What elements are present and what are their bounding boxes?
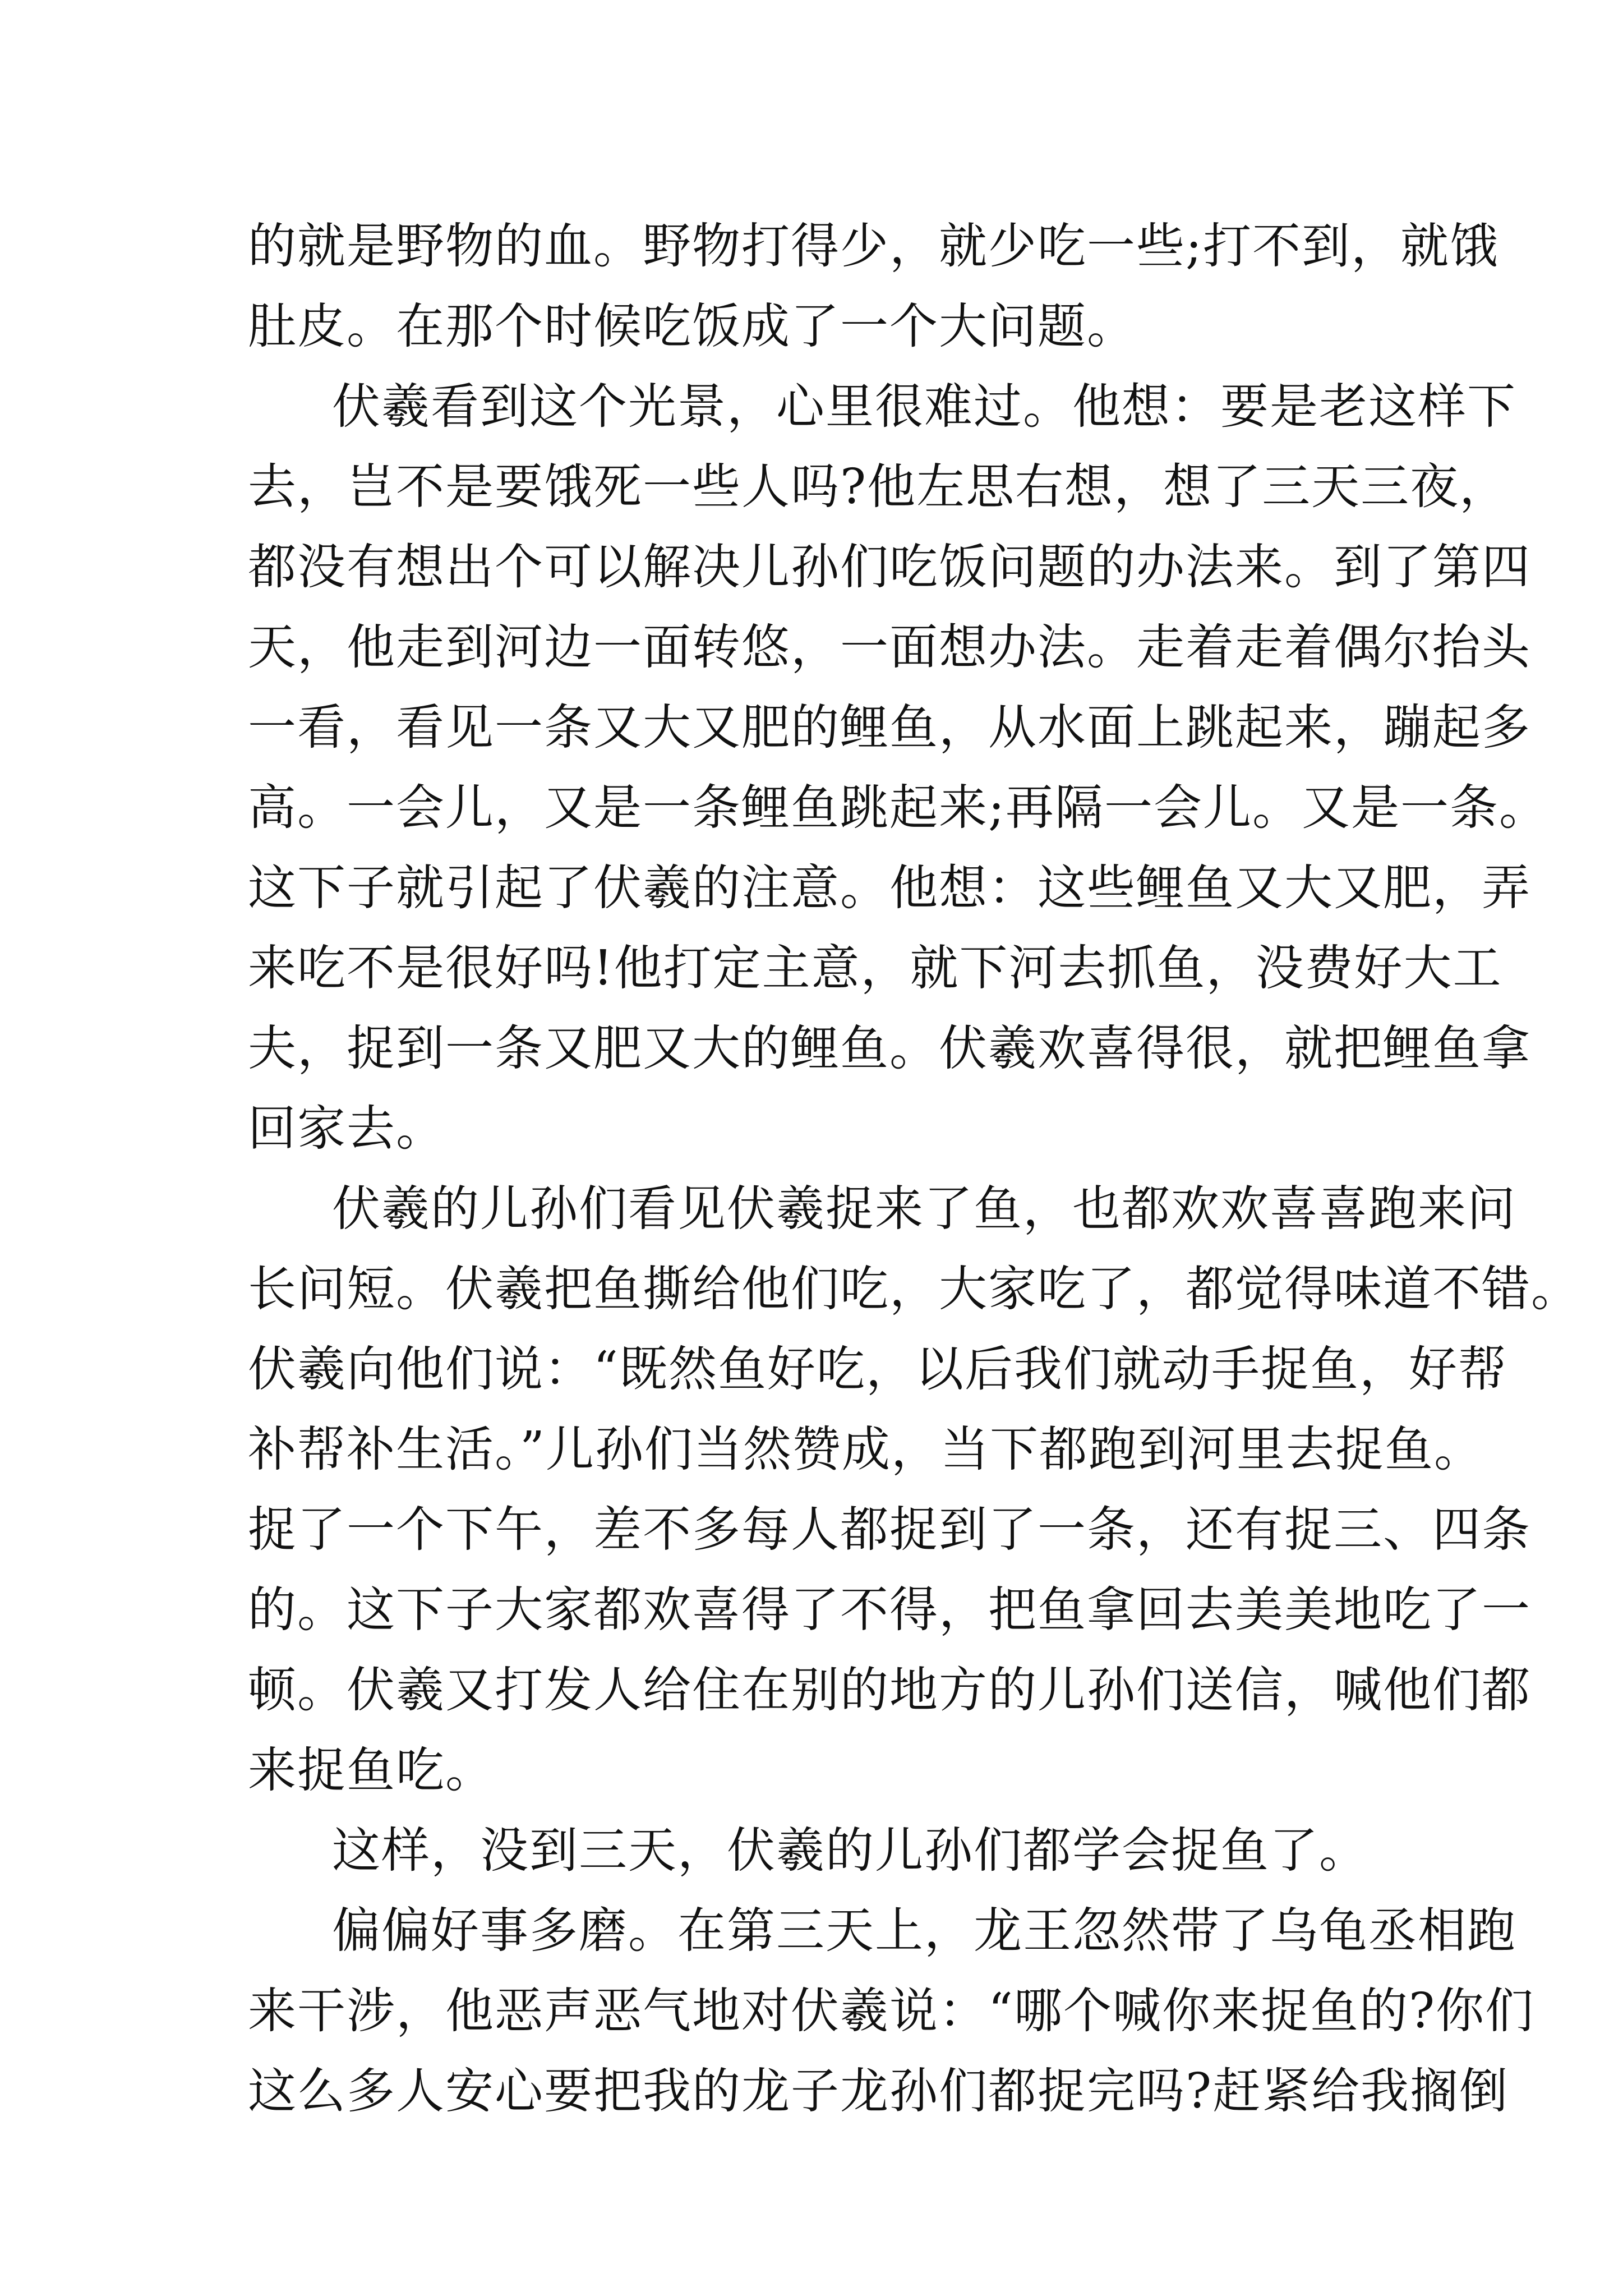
text-line: 高。一会儿，又是一条鲤鱼跳起来;再隔一会儿。又是一条。	[248, 780, 1548, 836]
text-line: 偏偏好事多磨。在第三天上，龙王忽然带了乌龟丞相跑	[332, 1903, 1516, 1959]
text-line: 都没有想出个可以解决儿孙们吃饭问题的办法来。到了第四	[248, 539, 1531, 595]
text-line: 肚皮。在那个时候吃饭成了一个大问题。	[248, 298, 1136, 355]
text-line: 捉了一个下午，差不多每人都捉到了一条，还有捉三、四条	[248, 1502, 1531, 1558]
text-line: 夫，捉到一条又肥又大的鲤鱼。伏羲欢喜得很，就把鲤鱼拿	[248, 1020, 1531, 1076]
text-line: 这样，没到三天，伏羲的儿孙们都学会捉鱼了。	[332, 1823, 1368, 1879]
text-line: 长问短。伏羲把鱼撕给他们吃，大家吃了，都觉得味道不错。	[248, 1261, 1580, 1317]
body-text	[248, 206, 1580, 2132]
text-line: 补帮补生活。”儿孙们当然赞成，当下都跑到河里去捉鱼。	[248, 1421, 1483, 1478]
text-line: 伏羲看到这个光景，心里很难过。他想：要是老这样下	[332, 379, 1516, 435]
text-line: 一看，看见一条又大又肥的鲤鱼，从水面上跳起来，蹦起多	[248, 700, 1531, 756]
text-line: 来干涉，他恶声恶气地对伏羲说：“哪个喊你来捉鱼的?你们	[248, 1983, 1535, 2039]
text-line: 去，岂不是要饿死一些人吗?他左思右想，想了三天三夜，	[248, 459, 1509, 515]
text-line: 伏羲的儿孙们看见伏羲捉来了鱼，也都欢欢喜喜跑来问	[332, 1181, 1516, 1237]
text-line: 来捉鱼吃。	[248, 1742, 495, 1798]
text-line: 这下子就引起了伏羲的注意。他想：这些鲤鱼又大又肥，弄	[248, 860, 1531, 916]
text-line: 这么多人安心要把我的龙子龙孙们都捉完吗?赶紧给我搁倒	[248, 2063, 1509, 2119]
text-line: 回家去。	[248, 1101, 445, 1157]
text-line: 的就是野物的血。野物打得少，就少吃一些;打不到，就饿	[248, 218, 1499, 274]
text-line: 来吃不是很好吗!他打定主意，就下河去抓鱼，没费好大工	[248, 940, 1502, 996]
text-line: 顿。伏羲又打发人给住在别的地方的儿孙们送信，喊他们都	[248, 1662, 1531, 1718]
text-line: 天，他走到河边一面转悠，一面想办法。走着走着偶尔抬头	[248, 619, 1531, 675]
text-line: 的。这下子大家都欢喜得了不得，把鱼拿回去美美地吃了一	[248, 1582, 1531, 1638]
text-line: 伏羲向他们说：“既然鱼好吃，以后我们就动手捉鱼，好帮	[248, 1341, 1507, 1397]
